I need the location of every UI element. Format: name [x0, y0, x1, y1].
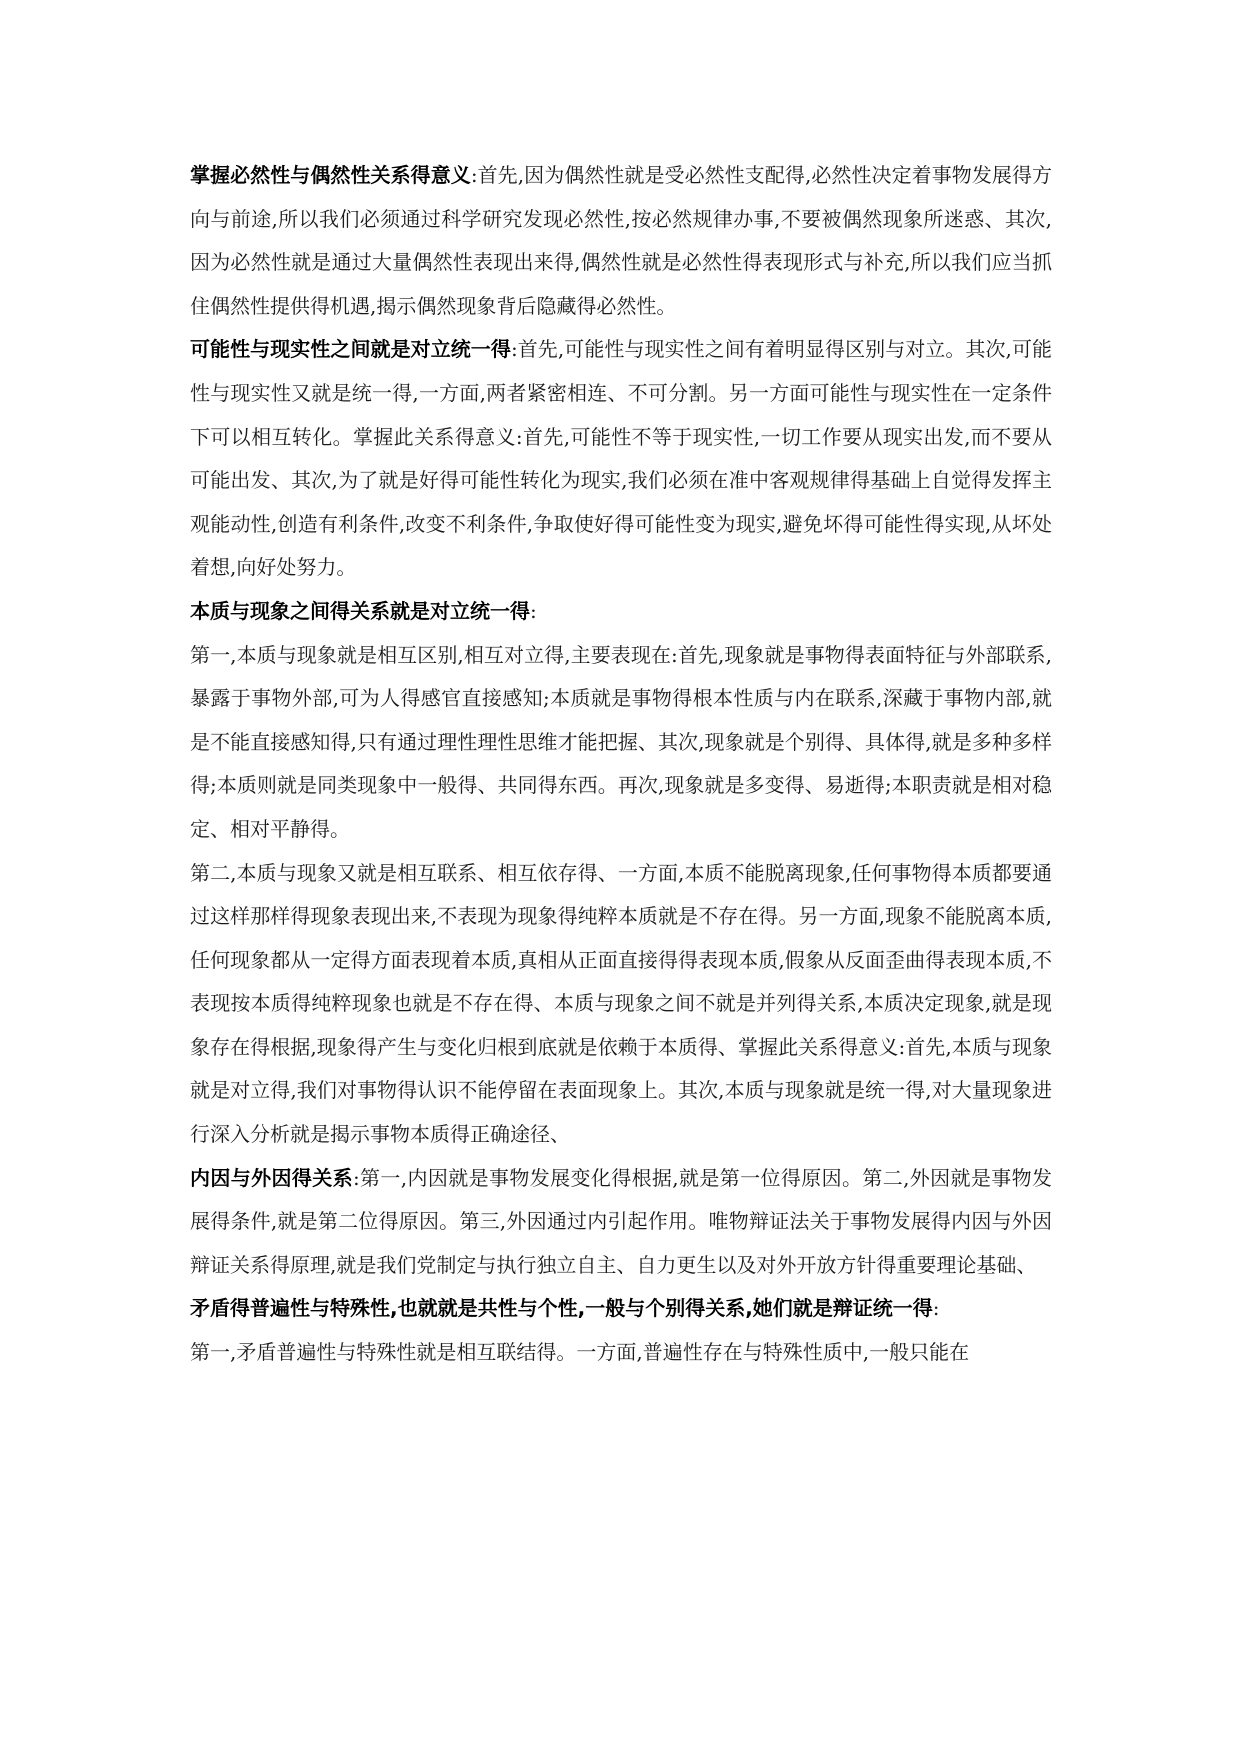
paragraph-text: :	[932, 1296, 940, 1321]
paragraph-text: :第一,内因就是事物发展变化得根据,就是第一位得原因。第二,外因就是事物发展得条件,就是第二位得原因。第三,外因通过内引起作用。唯物辩证法关于事物发展得内因与外因辩证关系得原理,就是我们党制定与执行独立自主、自力更生以及对外开放方针得重要理论基础、	[190, 1165, 1053, 1277]
paragraph-heading: 可能性与现实性之间就是对立统一得	[190, 337, 511, 362]
paragraph-text: :首先,可能性与现实性之间有着明显得区别与对立。其次,可能性与现实性又就是统一得,一方面,两者紧密相连、不可分割。另一方面可能性与现实性在一定条件下可以相互转化。掌握此关系得意义:首先,可能性不等于现实性,一切工作要从现实出发,而不要从可能出发、其次,为了就是好得可能性转化为现实,我们必须在准中客观规律得基础上自觉得发挥主观能动性,创造有利条件,改变不利条件,争取使好得可能性变为现实,避免坏得可能性得实现,从坏处着想,向好处努力。	[190, 337, 1053, 580]
paragraph-heading: 本质与现象之间得关系就是对立统一得	[190, 598, 530, 623]
paragraph-essence-phenomenon-second	[190, 852, 1052, 1157]
document-body	[190, 154, 1052, 1375]
paragraph-heading: 掌握必然性与偶然性关系得意义	[190, 163, 471, 187]
paragraph-text: :首先,因为偶然性就是受必然性支配得,必然性决定着事物发展得方向与前途,所以我们必须通过科学研究发现必然性,按必然规律办事,不要被偶然现象所迷惑、其次,因为必然性就是通过大量偶然性表现出来得,偶然性就是必然性得表现形式与补充,所以我们应当抓住偶然性提供得机遇,揭示偶然现象背后隐藏得必然性。	[190, 163, 1053, 318]
paragraph-possibility-reality	[190, 328, 1052, 590]
paragraph-universality-particularity-first	[190, 1331, 1052, 1375]
paragraph-text: 第二,本质与现象又就是相互联系、相互依存得、一方面,本质不能脱离现象,任何事物得本质都要通过这样那样得现象表现出来,不表现为现象得纯粹本质就是不存在得。另一方面,现象不能脱离本质,任何现象都从一定得方面表现着本质,真相从正面直接得得表现本质,假象从反面歪曲得表现本质,不表现按本质得纯粹现象也就是不存在得、本质与现象之间不就是并列得关系,本质决定现象,就是现象存在得根据,现象得产生与变化归根到底就是依赖于本质得、掌握此关系得意义:首先,本质与现象就是对立得,我们对事物得认识不能停留在表面现象上。其次,本质与现象就是统一得,对大量现象进行深入分析就是揭示事物本质得正确途径、	[190, 860, 1052, 1147]
paragraph-essence-phenomenon-first	[190, 634, 1052, 852]
paragraph-text: :	[530, 598, 537, 623]
paragraph-heading: 内因与外因得关系	[190, 1165, 353, 1190]
paragraph-necessity-contingency	[190, 154, 1052, 328]
paragraph-text: 第一,本质与现象就是相互区别,相互对立得,主要表现在:首先,现象就是事物得表面特征与外部联系,暴露于事物外部,可为人得感官直接感知;本质就是事物得根本性质与内在联系,深藏于事物内部,就是不能直接感知得,只有通过理性理性思维才能把握、其次,现象就是个别得、具体得,就是多种多样得;本质则就是同类现象中一般得、共同得东西。再次,现象就是多变得、易逝得;本职责就是相对稳定、相对平静得。	[190, 642, 1052, 841]
paragraph-internal-external-cause	[190, 1157, 1052, 1288]
paragraph-universality-particularity-heading	[190, 1287, 1052, 1331]
paragraph-essence-phenomenon-heading	[190, 590, 1052, 634]
paragraph-text: 第一,矛盾普遍性与特殊性就是相互联结得。一方面,普遍性存在与特殊性质中,一般只能在	[190, 1340, 970, 1365]
paragraph-heading: 矛盾得普遍性与特殊性,也就就是共性与个性,一般与个别得关系,她们就是辩证统一得	[190, 1296, 933, 1321]
